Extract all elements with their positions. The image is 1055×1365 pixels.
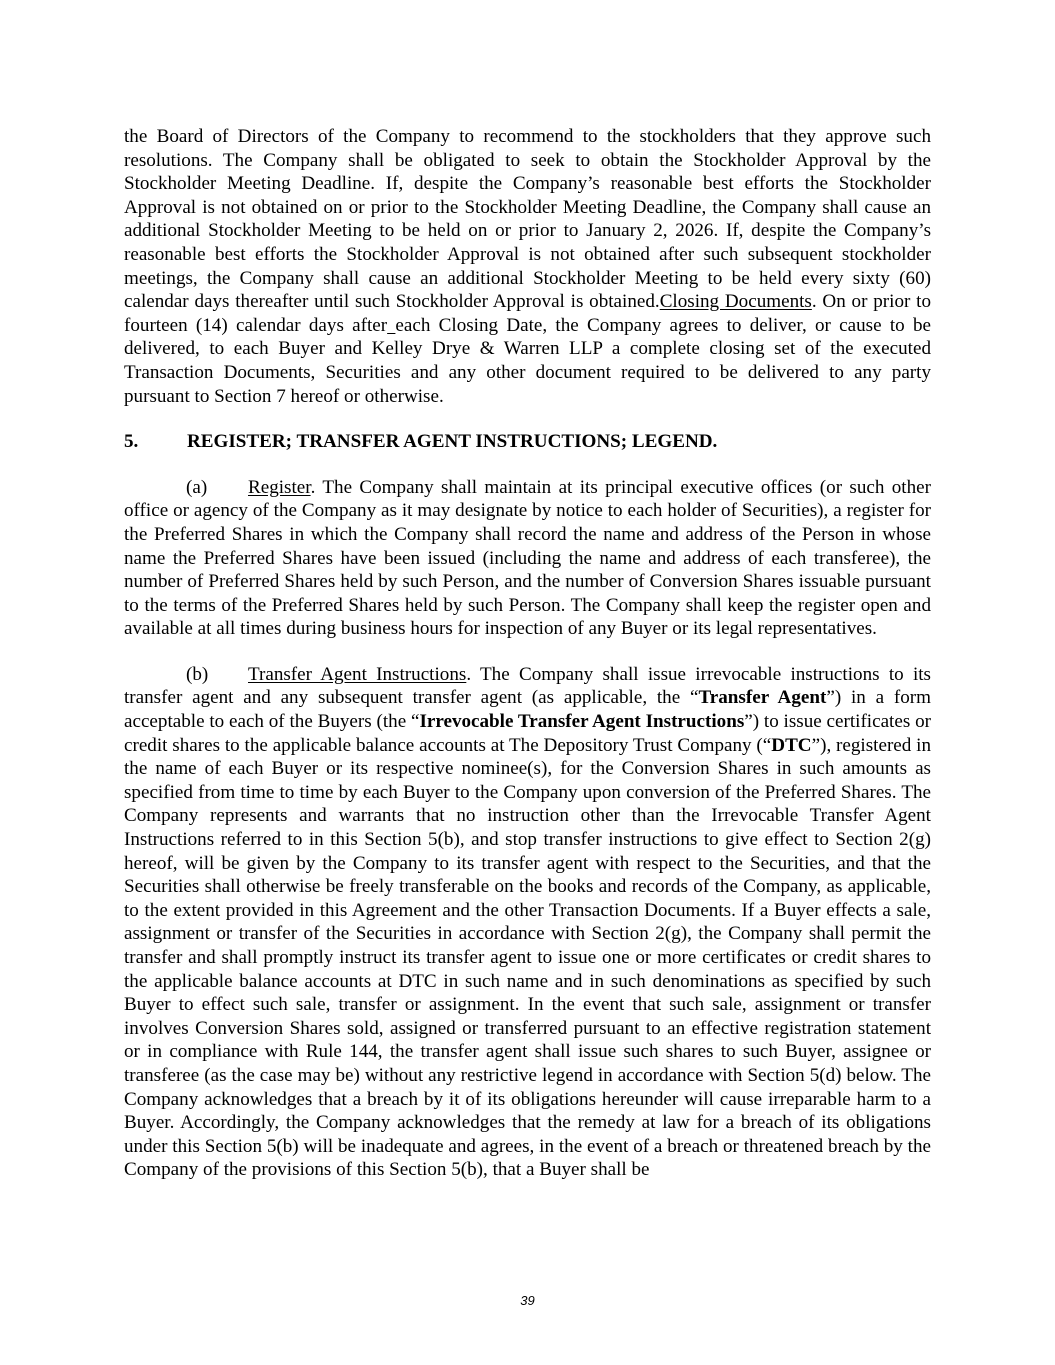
continuation-text: the Board of Directors of the Company to recommend to the stockholders that they approve such resolutions. The Company shall be obligated to seek to obtain the Stockholder Approval by the Stockholder Meeting Deadline. If, despite the Company’s reasonable best efforts the Stockholder Approval is not obtained on or prior to the Stockholder Meeting Deadline, the Company shall cause an additional Stockholder Meeting to be held on or prior to January 2, 2026. If, despite the Company’s reasonable best efforts the Stockholder Approval is not obtained after such subsequent stockholder meetings, the Company shall cause an additional Stockholder Meeting to be held every sixty (60) calendar days thereafter until such Stockholder Approval is obtained. <box>124 126 931 313</box>
page-number: 39 <box>520 1293 535 1308</box>
section-heading <box>124 430 931 454</box>
closing-documents-title: Closing Documents <box>659 291 812 313</box>
section-number: 5. <box>124 431 139 453</box>
defined-term-irrevocable-instructions: Irrevocable Transfer Agent Instructions <box>419 711 745 733</box>
subsection-a <box>124 476 931 641</box>
subsection-a-label: (a) <box>186 476 208 498</box>
section-title: REGISTER; TRANSFER AGENT INSTRUCTIONS; LEGEND. <box>187 431 718 453</box>
continuation-paragraph <box>124 125 931 408</box>
subsection-b-title: Transfer Agent Instructions <box>248 663 467 685</box>
subsection-b-label: (b) <box>186 663 209 685</box>
subsection-b <box>124 663 931 1182</box>
defined-term-transfer-agent: Transfer Agent <box>698 687 827 709</box>
continuation-text-2: . On or prior to fourteen (14) calendar days after <box>124 291 931 336</box>
subsection-a-text: . The Company shall maintain at its principal executive offices (or such other office or agency of the Company as it may designate by notice to each holder of Securities), a register for the Preferred Shares in which the Company shall record the name and address of the Person in whose name the Preferred Shares have been issued (including the name and address of each transferee), the number of Preferred Shares held by such Person, and the number of Conversion Shares issuable pursuant to the terms of the Preferred Shares held by such Person. The Company shall keep the register open and available at all times during business hours for inspection of any Buyer or its legal representatives. <box>124 476 931 640</box>
document-page <box>124 125 931 1182</box>
continuation-text-3: each Closing Date, the Company agrees to deliver, or cause to be delivered, to each Buyer and Kelley Drye & Warren LLP a complete closing set of the executed Transaction Documents, Securities and any other document required to be delivered to any party pursuant to Section 7 hereof or otherwise. <box>124 314 931 407</box>
subsection-b-text-2: ”) in a form acceptable to each of the Buyers (the “ <box>124 687 931 733</box>
defined-term-dtc: DTC <box>771 734 812 756</box>
subsection-b-text-3: ”) to issue certificates or credit shares to the applicable balance accounts at The Depository Trust Company (“ <box>124 711 931 756</box>
subsection-a-title: Register <box>248 476 311 498</box>
subsection-b-text-1: . The Company shall issue irrevocable instructions to its transfer agent and any subsequent transfer agent (as applicable, the “ <box>124 663 931 709</box>
subsection-b-text-4: ”), registered in the name of each Buyer or its respective nominee(s), for the Conversion Shares in such amounts as specified from time to time by each Buyer to the Company upon conversion of the Preferred Shares. The Company represents and warrants that no instruction other than the Irrevocable Transfer Agent Instructions referred to in this Section 5(b), and stop transfer instructions to give effect to Section 2(g) hereof, will be given by the Company to its transfer agent with respect to the Securities, and that the Securities shall otherwise be freely transferable on the books and records of the Company, as applicable, to the extent provided in this Agreement and the other Transaction Documents. If a Buyer effects a sale, assignment or transfer of the Securities in accordance with Section 2(g), the Company shall permit the transfer and shall promptly instruct its transfer agent to issue one or more certificates or credit shares to the applicable balance accounts at DTC in such name and in such denominations as specified by such Buyer to effect such sale, transfer or assignment. In the event that such sale, assignment or transfer involves Conversion Shares sold, assigned or transferred pursuant to an effective registration statement or in compliance with Rule 144, the transfer agent shall issue such shares to such Buyer, assignee or transferee (as the case may be) without any restrictive legend in accordance with Section 5(d) below. The Company acknowledges that a breach by it of its obligations hereunder will cause irreparable harm to a Buyer. Accordingly, the Company acknowledges that the remedy at law for a breach of its obligations under this Section 5(b) will be inadequate and agrees, in the event of a breach or threatened breach by the Company of the provisions of this Section 5(b), that a Buyer shall be <box>124 734 932 1181</box>
